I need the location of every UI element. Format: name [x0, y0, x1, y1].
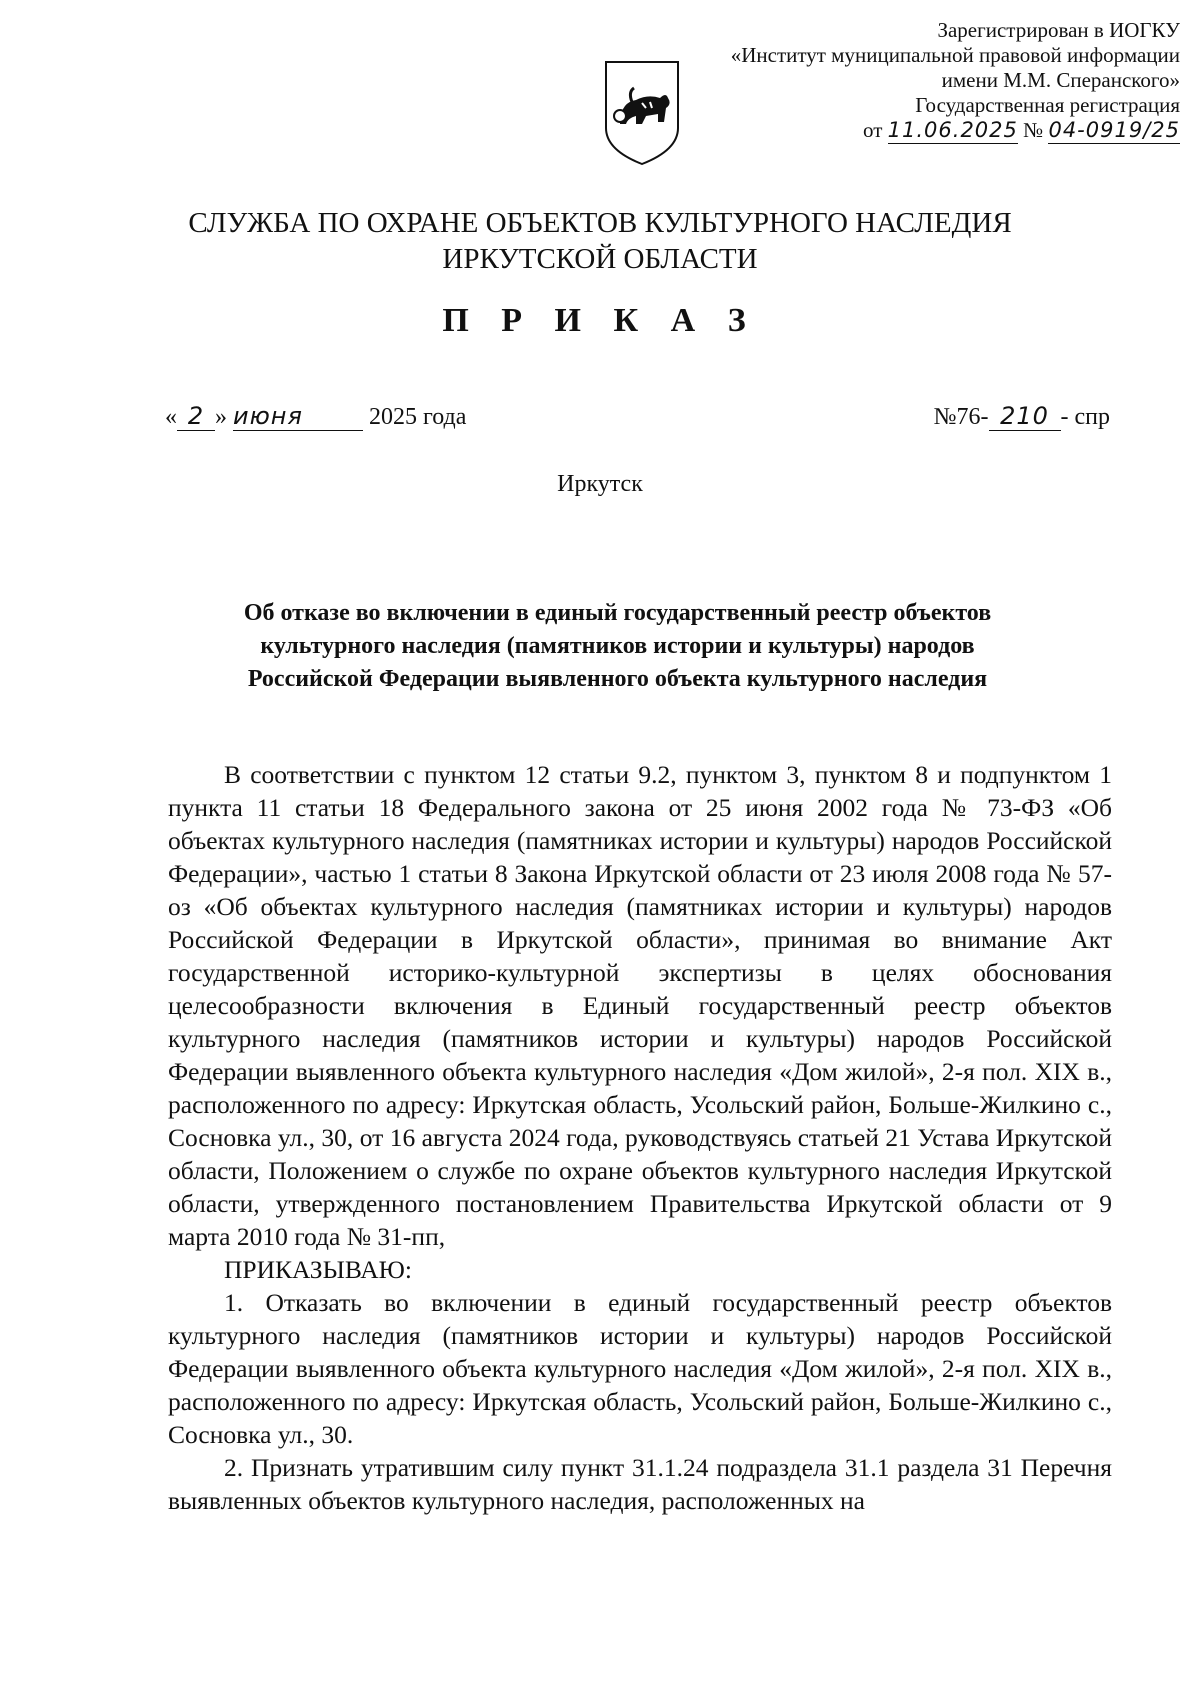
order-number-suffix: - спр [1060, 404, 1110, 430]
order-item-1: 1. Отказать во включении в единый государственный реестр объектов культурного наследия (памятников истории и культуры) народов Российской Федерации выявленного объекта культурного наследия «Дом жилой», 2-я пол. XIX в., расположенного по адресу: Иркутская область, Усольский район, Больше-Жилкино с., Сосновка ул., 30. [168, 1288, 1112, 1449]
order-date [165, 402, 466, 431]
date-close-quote: » [215, 404, 227, 430]
document-body [168, 758, 1112, 1517]
irkutsk-coat-of-arms-icon [602, 58, 682, 168]
registration-line-2: «Институт муниципальной правовой информации [730, 43, 1180, 67]
registration-date-line [731, 118, 1180, 144]
registration-date: 11.06.2025 [887, 118, 1018, 142]
registration-line-3: имени М.М. Сперанского» [941, 68, 1180, 92]
preamble-paragraph: В соответствии с пунктом 12 статьи 9.2, пунктом 3, пунктом 8 и подпунктом 1 пункта 11 статьи 18 Федерального закона от 25 июня 2002 года № 73-ФЗ «Об объектах культурного наследия (памятниках истории и культуры) народов Российской Федерации», частью 1 статьи 8 Закона Иркутской области от 23 июля 2008 года № 57-оз «Об объектах культурного наследия (памятниках истории и культуры) народов Российской Федерации в Иркутской области», принимая во внимание Акт государственной историко-культурной экспертизы в целях обоснования целесообразности включения в Единый государственный реестр объектов культурного наследия (памятников истории и культуры) народов Российской Федерации выявленного объекта культурного наследия «Дом жилой», 2-я пол. XIX в., расположенного по адресу: Иркутская область, Усольский район, Больше-Жилкино с., Сосновка ул., 30, от 16 августа 2024 года, руководствуясь статьей 21 Устава Иркутской области, Положением о службе по охране объектов культурного наследия Иркутской области, утвержденного постановлением Правительства Иркутской области от 9 марта 2010 года № 31-пп, [168, 760, 1112, 1251]
organization-name [0, 205, 1200, 277]
organization-line-2: ИРКУТСКОЙ ОБЛАСТИ [442, 243, 758, 275]
date-year: 2025 года [369, 404, 467, 430]
registration-line-4: Государственная регистрация [915, 93, 1180, 117]
registration-number-prefix: № [1023, 118, 1044, 142]
date-day: 2 [177, 402, 215, 431]
city: Иркутск [557, 471, 643, 497]
order-number-prefix: №76- [933, 404, 989, 430]
date-open-quote: « [165, 404, 177, 430]
title-line-2: культурного наследия (памятников истории и культуры) народов [260, 633, 975, 659]
registration-line-1: Зарегистрирован в ИОГКУ [937, 18, 1180, 42]
order-item-2: 2. Признать утратившим силу пункт 31.1.24 подраздела 31.1 раздела 31 Перечня выявленных объектов культурного наследия, расположенных на [168, 1453, 1112, 1515]
title-line-1: Об отказе во включении в единый государственный реестр объектов [243, 600, 992, 626]
order-number-value: 210 [989, 402, 1061, 431]
date-month: июня [233, 402, 363, 431]
document-type: П Р И К А З [442, 302, 758, 339]
order-number [934, 402, 1110, 431]
document-title [150, 597, 1085, 696]
organization-line-1: СЛУЖБА ПО ОХРАНЕ ОБЪЕКТОВ КУЛЬТУРНОГО НАСЛЕДИЯ [188, 207, 1012, 239]
order-word: ПРИКАЗЫВАЮ: [224, 1255, 412, 1284]
registration-stamp [731, 18, 1180, 144]
title-line-3: Российской Федерации выявленного объекта культурного наследия [247, 666, 988, 692]
registration-date-prefix: от [863, 118, 883, 142]
registration-number: 04-0919/25 [1048, 118, 1180, 142]
